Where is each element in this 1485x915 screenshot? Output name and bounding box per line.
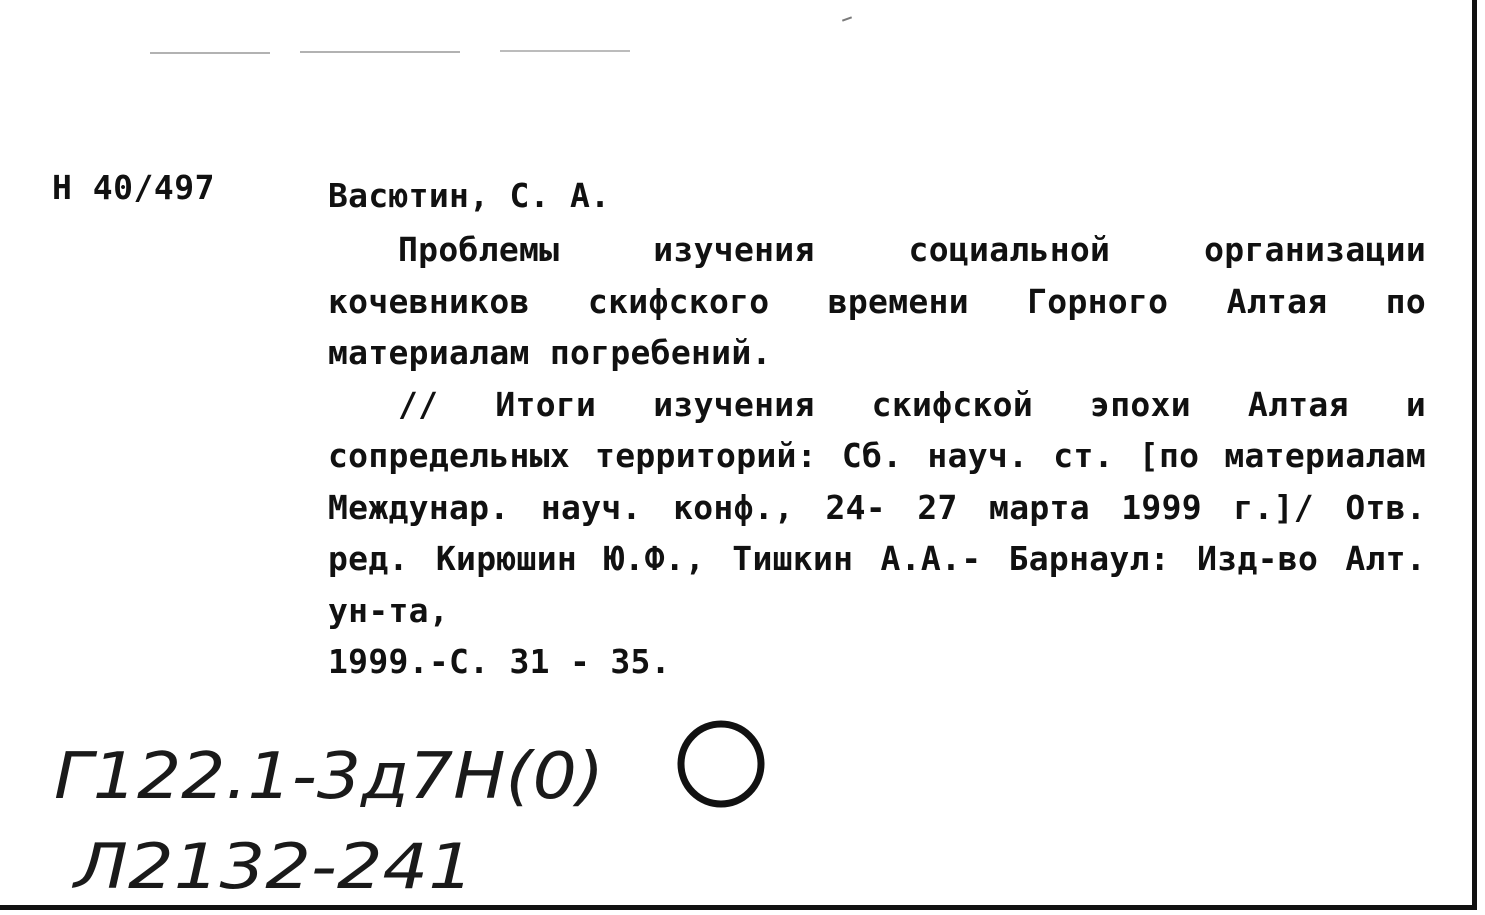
bibliographic-entry	[328, 168, 1426, 688]
pages-line: 1999.-С. 31 - 35.	[328, 642, 671, 681]
handwritten-classification: Г122.1-3д7Н(0)	[54, 740, 604, 814]
scan-speck	[842, 16, 852, 21]
handwritten-shelf-mark: Л2132-241	[71, 830, 474, 903]
handwritten-annotations	[54, 712, 814, 907]
call-number: Н 40/497	[52, 168, 215, 207]
scan-speck	[300, 51, 460, 53]
title-paragraph: Проблемы изучения социальной организации кочевников скифского времени Горного Алтая по материалам погребений.	[328, 230, 1426, 372]
scan-speck	[150, 52, 270, 54]
punch-hole-circle	[681, 724, 761, 804]
scan-speck	[500, 50, 630, 52]
author-heading: Васютин, С. А.	[328, 176, 611, 215]
source-paragraph: // Итоги изучения скифской эпохи Алтая и сопредельных территорий: Сб. науч. ст. [по материалам Междунар. науч. конф., 24- 27 марта 1999 г.]/ Отв. ред. Кирюшин Ю.Ф., Тишкин А.А.- Барнаул: Изд-во Алт. ун-та,	[328, 384, 1426, 630]
